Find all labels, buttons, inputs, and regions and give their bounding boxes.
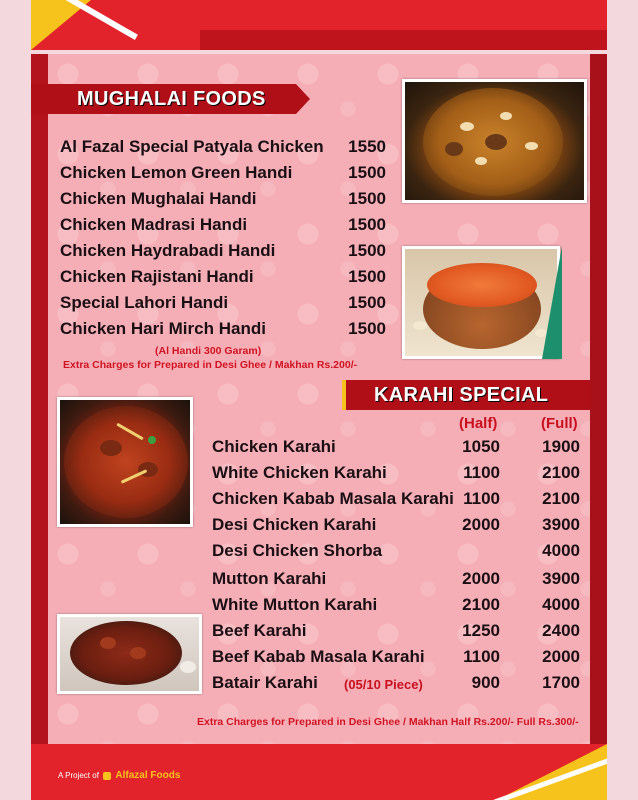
mughalai-item-price: 1500 [348, 293, 386, 312]
karahi-extra-charges-note: Extra Charges for Prepared in Desi Ghee / Makhan Half Rs.200/- Full Rs.300/- [197, 716, 579, 728]
karahi-item-full-price: 4000 [542, 595, 580, 614]
food-photo-patyala [402, 79, 587, 203]
karahi-item-half-price: 1100 [463, 489, 500, 508]
karahi-item-full-price: 3900 [542, 569, 580, 588]
karahi-item-name: Chicken Kabab Masala Karahi [212, 489, 454, 508]
karahi-item-name: Mutton Karahi [212, 569, 327, 588]
mughalai-item-price: 1500 [348, 267, 386, 286]
panel-right-strip [590, 54, 607, 744]
karahi-section-title [342, 380, 590, 410]
footer-prefix: A Project of [58, 771, 99, 780]
karahi-item-name: White Mutton Karahi [212, 595, 378, 614]
mughalai-item-name: Chicken Madrasi Handi [60, 215, 248, 234]
karahi-item-half-price: 1050 [462, 437, 500, 456]
karahi-item-full-price: 2100 [542, 463, 580, 482]
mughalai-item-price: 1500 [348, 215, 386, 234]
mughalai-extra-charges-note: Extra Charges for Prepared in Desi Ghee / Makhan Rs.200/- [63, 359, 358, 371]
karahi-item-half-price: 2100 [462, 595, 500, 614]
mughalai-item-price: 1500 [348, 189, 386, 208]
top-banner-shade [200, 30, 607, 50]
batair-piece-note: (05/10 Piece) [344, 677, 423, 692]
top-white-stripe [31, 0, 151, 50]
footer-credit [58, 770, 180, 781]
mughalai-item-name: Al Fazal Special Patyala Chicken [60, 137, 324, 156]
karahi-item-name: Chicken Karahi [212, 437, 336, 456]
karahi-item-full-price: 1700 [542, 673, 580, 692]
panel-left-strip [31, 54, 48, 744]
mughalai-section-title [31, 84, 296, 114]
karahi-item-name: Desi Chicken Karahi [212, 515, 377, 534]
karahi-item-full-price: 2000 [542, 647, 580, 666]
mughalai-item-name: Chicken Hari Mirch Handi [60, 319, 266, 338]
karahi-item-full-price: 3900 [542, 515, 580, 534]
karahi-item-name: Beef Kabab Masala Karahi [212, 647, 425, 666]
karahi-item-name: Beef Karahi [212, 621, 307, 640]
karahi-item-name: Desi Chicken Shorba [212, 541, 383, 560]
mughalai-item-name: Chicken Lemon Green Handi [60, 163, 293, 182]
karahi-item-half-price: 2000 [462, 515, 500, 534]
karahi-item-half-price: 2000 [462, 569, 500, 588]
karahi-item-full-price: 4000 [542, 541, 580, 560]
karahi-item-name: Batair Karahi [212, 673, 318, 692]
mughalai-item-name: Chicken Rajistani Handi [60, 267, 254, 286]
karahi-item-full-price: 1900 [542, 437, 580, 456]
mughalai-item-name: Chicken Mughalai Handi [60, 189, 257, 208]
handi-weight-note: (Al Handi 300 Garam) [155, 345, 262, 357]
mughalai-item-price: 1500 [348, 163, 386, 182]
karahi-item-name: White Chicken Karahi [212, 463, 387, 482]
mughalai-item-price: 1550 [348, 137, 386, 156]
half-column-header: (Half) [459, 415, 498, 432]
karahi-title-text: KARAHI SPECIAL [374, 384, 549, 406]
karahi-item-full-price: 2400 [542, 621, 580, 640]
mughalai-title-text: MUGHALAI FOODS [77, 88, 266, 110]
footer-brand: Alfazal Foods [115, 770, 181, 781]
karahi-item-half-price: 1100 [463, 463, 500, 482]
bottom-yellow-accent [470, 744, 607, 800]
full-column-header: (Full) [541, 415, 578, 432]
karahi-item-full-price: 2100 [542, 489, 580, 508]
karahi-item-half-price: 1100 [463, 647, 500, 666]
food-photo-handi [402, 246, 560, 359]
mughalai-item-name: Special Lahori Handi [60, 293, 229, 312]
mughalai-item-price: 1500 [348, 319, 386, 338]
karahi-item-half-price: 1250 [462, 621, 500, 640]
mughalai-item-price: 1500 [348, 241, 386, 260]
food-photo-karahi [57, 397, 193, 527]
brand-logo-icon [103, 772, 111, 780]
header-arrow-cap [296, 84, 310, 114]
mughalai-item-name: Chicken Haydrabadi Handi [60, 241, 276, 260]
karahi-item-half-price: 900 [471, 673, 500, 692]
food-photo-mutton [57, 614, 202, 694]
